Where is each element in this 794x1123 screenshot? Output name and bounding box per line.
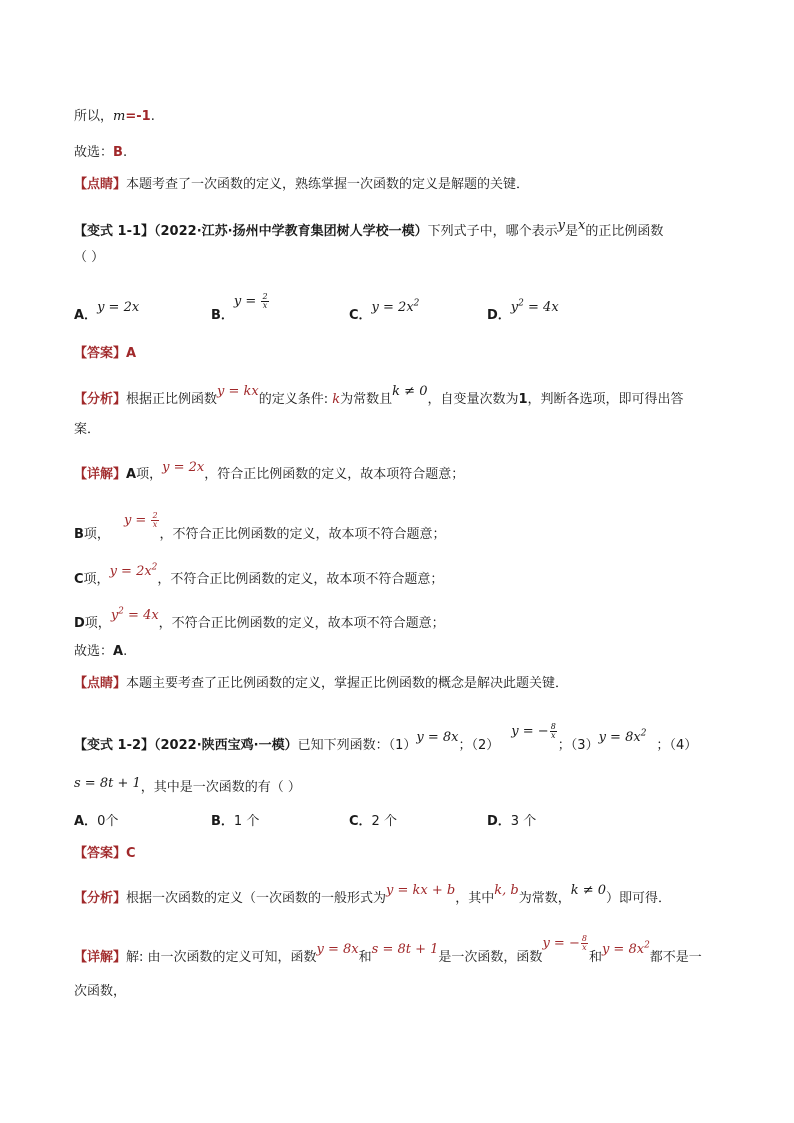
var-y: y [557, 218, 565, 233]
formula: y = kx [217, 384, 259, 399]
exponent: 2 [518, 298, 524, 309]
function-1: y = 8x [416, 730, 459, 745]
question-1-2-cont [74, 778, 724, 798]
option-label: B． [211, 814, 234, 829]
answer-tag: 【答案】 [74, 846, 127, 861]
option-ref: B [74, 527, 84, 542]
question-text: ，其中是一次函数的有（ ） [140, 780, 301, 795]
exponent: 2 [413, 298, 420, 309]
option-ref: D [74, 616, 85, 631]
option-value: 1 个 [233, 814, 260, 829]
answer-line [74, 344, 724, 364]
text: 项， [83, 527, 110, 542]
comment-text: 本题考查了一次函数的定义，熟练掌握一次函数的定义是解题的关键． [126, 177, 530, 192]
exponent: 2 [151, 562, 158, 573]
chosen-answer: A [113, 644, 124, 659]
option-label: D． [487, 308, 511, 323]
detail-a [74, 460, 724, 485]
option-b [211, 812, 259, 832]
blank-paren: （ ） [74, 250, 105, 265]
detail-c [74, 562, 724, 590]
analysis-tag: 【分析】 [74, 891, 127, 906]
comment-tag: 【点睛】 [74, 177, 127, 192]
answer-value: A [126, 346, 137, 361]
option-value: 3 个 [510, 814, 537, 829]
text: . [122, 145, 128, 160]
formula: y = 8x [601, 942, 645, 957]
question-text: 已知下列函数： [297, 738, 389, 753]
option-label: A． [74, 814, 98, 829]
detail-tag: 【详解】 [74, 467, 127, 482]
fraction-denominator: x [152, 520, 158, 529]
text: 的定义条件: [258, 392, 333, 407]
question-1-2 [74, 722, 724, 756]
option-expr: y = 2x [97, 300, 140, 315]
text: ； [458, 738, 472, 753]
question-tag: 【变式 1-1】 [74, 224, 155, 239]
option-expr: y = 2x [371, 300, 414, 315]
exponent: 2 [640, 728, 647, 739]
text: ，不符合正比例函数的定义，故本项不符合题意； [157, 572, 444, 587]
chosen-answer: B [113, 145, 123, 160]
question-1-1 [74, 218, 724, 242]
var-x: x [577, 218, 586, 233]
condition: k ≠ 0 [570, 883, 607, 898]
option-ref: C [74, 572, 84, 587]
answer-paren [74, 248, 724, 268]
formula: y = [123, 513, 151, 528]
formula: s = 8t + 1 [371, 942, 439, 957]
detail-line-cont [74, 982, 724, 1002]
text: 是一次函数，函数 [438, 950, 543, 965]
text: 和 [358, 950, 372, 965]
option-expr: y [510, 300, 519, 315]
question-text: 的正比例函数 [585, 224, 664, 239]
detail-line [74, 934, 724, 968]
answer-line [74, 844, 724, 864]
item-number: （1） [388, 738, 417, 753]
comment-tag: 【点睛】 [74, 676, 127, 691]
value: =-1 [125, 109, 151, 124]
text: 故选： [74, 644, 114, 659]
exponent: 2 [118, 606, 124, 617]
option-a [74, 300, 140, 326]
option-b [211, 292, 270, 326]
option-value: 2 个 [371, 814, 397, 829]
question-tag: 【变式 1-2】 [74, 738, 155, 753]
option-value: 0个 [97, 814, 119, 829]
detail-d [74, 606, 724, 634]
text: 故选： [74, 145, 114, 160]
option-d [487, 812, 536, 832]
text: 项， [83, 572, 110, 587]
answer-value: C [126, 846, 136, 861]
option-label: A． [74, 308, 98, 323]
condition: k ≠ 0 [392, 384, 428, 399]
var-k: k [332, 392, 341, 407]
text: ； [557, 738, 571, 753]
fraction-numerator: 2 [152, 511, 158, 520]
analysis-tag: 【分析】 [74, 392, 127, 407]
option-label: C． [349, 308, 372, 323]
function-3: y = 8x [598, 730, 641, 745]
option-expr: = 4x [523, 300, 559, 315]
text: 为常数， [518, 891, 571, 906]
fraction-numerator: 8 [550, 722, 556, 731]
value: 1 [518, 392, 528, 407]
option-c [349, 298, 420, 326]
analysis-line [74, 384, 724, 410]
text: ，不符合正比例函数的定义，故本项不符合题意； [159, 527, 446, 542]
constants: k, b [494, 883, 519, 898]
fraction-numerator: 8 [581, 934, 587, 943]
text: 次函数， [74, 984, 127, 999]
text: ，其中 [455, 891, 495, 906]
analysis-line-cont [74, 420, 724, 440]
function-4: s = 8t + 1 [74, 776, 141, 791]
item-number: （2） [471, 738, 500, 753]
formula: y = kx + b [386, 883, 456, 898]
text: 根据一次函数的定义（一次函数的一般形式为 [126, 891, 387, 906]
fraction-numerator: 2 [262, 292, 268, 301]
text: . [123, 644, 128, 659]
option-d [487, 298, 559, 326]
text: 所以， [74, 109, 114, 124]
question-source: （2022·陕西宝鸡·一模） [154, 738, 298, 753]
option-label: C． [349, 814, 372, 829]
text: 都不是一 [649, 950, 702, 965]
text: 和 [588, 950, 602, 965]
item-number: （4） [669, 738, 698, 753]
option-a [74, 812, 118, 832]
detail-b [74, 511, 724, 545]
choice-line [74, 642, 724, 662]
option-expr: y = [233, 294, 261, 309]
analysis-line [74, 883, 724, 909]
choice-line [74, 143, 724, 163]
exponent: 2 [644, 940, 650, 951]
item-number: （3） [570, 738, 599, 753]
text: ，判断各选项，即可得出答 [527, 392, 684, 407]
option-label: D． [487, 814, 511, 829]
question-text: 下列式子中，哪个表示 [427, 224, 558, 239]
text: ，自变量次数为 [427, 392, 519, 407]
variable-m: m [113, 109, 126, 124]
conclusion-line [74, 107, 724, 127]
function-2: y = − [511, 724, 549, 739]
text: 解: 由一次函数的定义可知，函数 [126, 950, 317, 965]
text: ，符合正比例函数的定义，故本项符合题意； [204, 467, 465, 482]
comment-text: 本题主要考查了正比例函数的定义，掌握正比例函数的概念是解决此题关键． [126, 676, 569, 691]
text: ，不符合正比例函数的定义，故本项不符合题意； [158, 616, 445, 631]
option-label: B． [211, 308, 234, 323]
text: 项， [136, 467, 163, 482]
formula: y [110, 608, 119, 623]
formula: y = 8x [316, 942, 359, 957]
answer-tag: 【答案】 [74, 346, 127, 361]
text: ）即可得． [606, 891, 672, 906]
text: 是 [564, 224, 578, 239]
fraction-denominator: x [582, 943, 587, 952]
formula: y = 2x [109, 564, 152, 579]
formula: y = − [542, 936, 580, 951]
text: ； [656, 738, 670, 753]
text: . [150, 109, 155, 124]
text: 案． [74, 422, 101, 437]
option-ref: A [126, 467, 137, 482]
detail-tag: 【详解】 [74, 950, 127, 965]
text: 项， [84, 616, 111, 631]
question-source: （2022·江苏·扬州中学教育集团树人学校一模） [154, 224, 428, 239]
fraction-denominator: x [262, 301, 268, 310]
text: 根据正比例函数 [126, 392, 218, 407]
formula: y = 2x [162, 460, 205, 475]
option-c [349, 812, 397, 832]
comment-line [74, 674, 724, 694]
text: 为常数且 [340, 392, 393, 407]
fraction-denominator: x [550, 731, 556, 740]
comment-line [74, 175, 724, 195]
formula: = 4x [123, 608, 159, 623]
